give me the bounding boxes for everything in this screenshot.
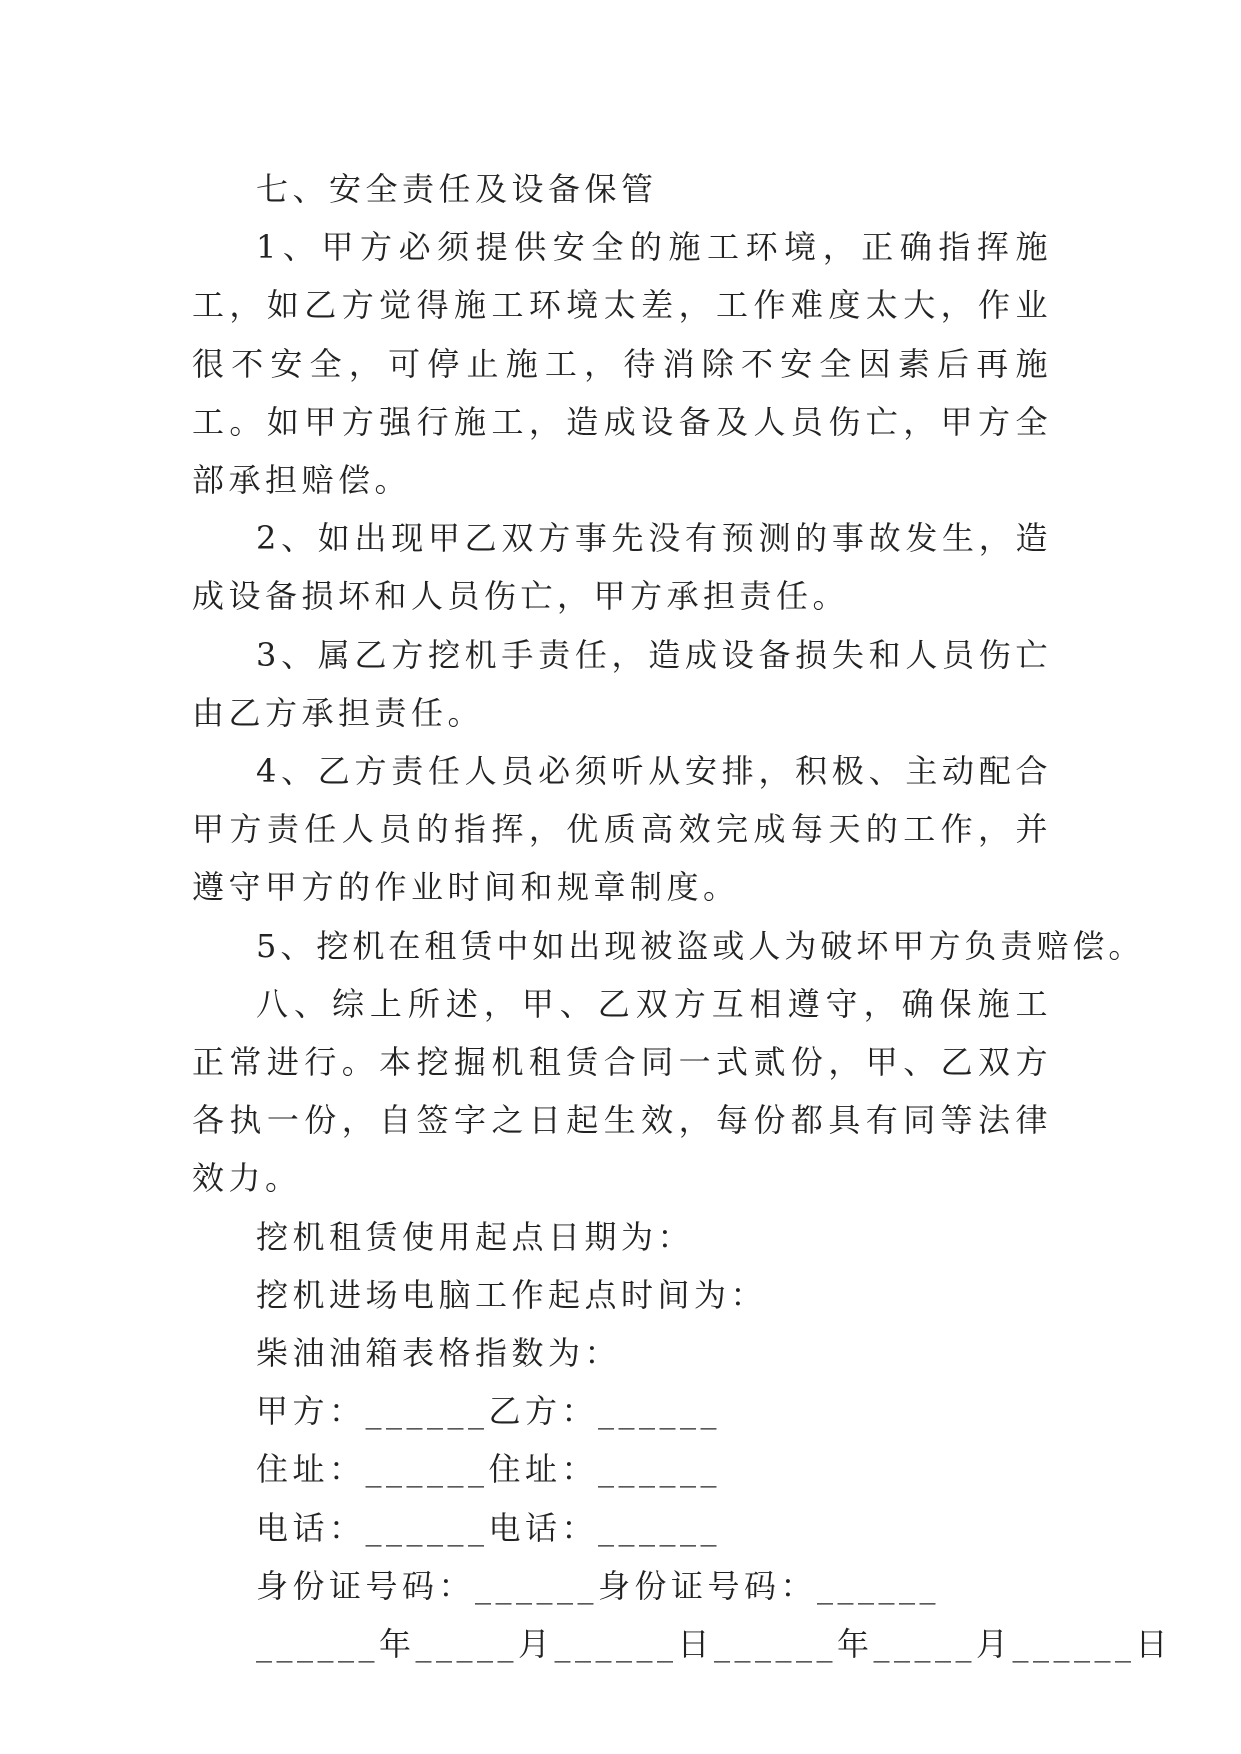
clause-3: 3、属乙方挖机手责任，造成设备损失和人员伤亡由乙方承担责任。 <box>192 635 1052 732</box>
clause-1: 1、甲方必须提供安全的施工环境，正确指挥施工，如乙方觉得施工环境太差，工作难度太大，作业很不安全，可停止施工，待消除不安全因素后再施工。如甲方强行施工，造成设备及人员伤亡，甲方全部承担赔偿。 <box>192 228 1052 500</box>
rental-start-date-line: 挖机租赁使用起点日期为： <box>256 1217 695 1256</box>
clause-2: 2、如出现甲乙双方事先没有预测的事故发生，造成设备损坏和人员伤亡，甲方承担责任。 <box>192 519 1052 616</box>
document-body <box>192 160 1173 1673</box>
clause-5: 5、挖机在租赁中如出现被盗或人为破坏甲方负责赔偿。 <box>256 926 1145 965</box>
section-summary: 八、综上所述，甲、乙双方互相遵守，确保施工正常进行。本挖掘机租赁合同一式贰份，甲、乙双方各执一份，自签字之日起生效，每份都具有同等法律效力。 <box>192 984 1052 1198</box>
id-number-line: 身份证号码：______身份证号码：______ <box>256 1566 941 1605</box>
fuel-tank-reading-line: 柴油油箱表格指数为： <box>256 1334 622 1373</box>
phone-line: 电话：______电话：______ <box>256 1508 722 1547</box>
section-heading-safety: 七、安全责任及设备保管 <box>256 170 658 208</box>
clause-4: 4、乙方责任人员必须听从安排，积极、主动配合甲方责任人员的指挥，优质高效完成每天的工作，并遵守甲方的作业时间和规章制度。 <box>192 752 1052 907</box>
address-line: 住址：______住址：______ <box>256 1450 722 1489</box>
work-start-time-line: 挖机进场电脑工作起点时间为： <box>256 1275 768 1314</box>
date-line: ______年_____月______日______年_____月______日 <box>256 1625 1173 1664</box>
party-names-line: 甲方：______乙方：______ <box>256 1392 722 1431</box>
